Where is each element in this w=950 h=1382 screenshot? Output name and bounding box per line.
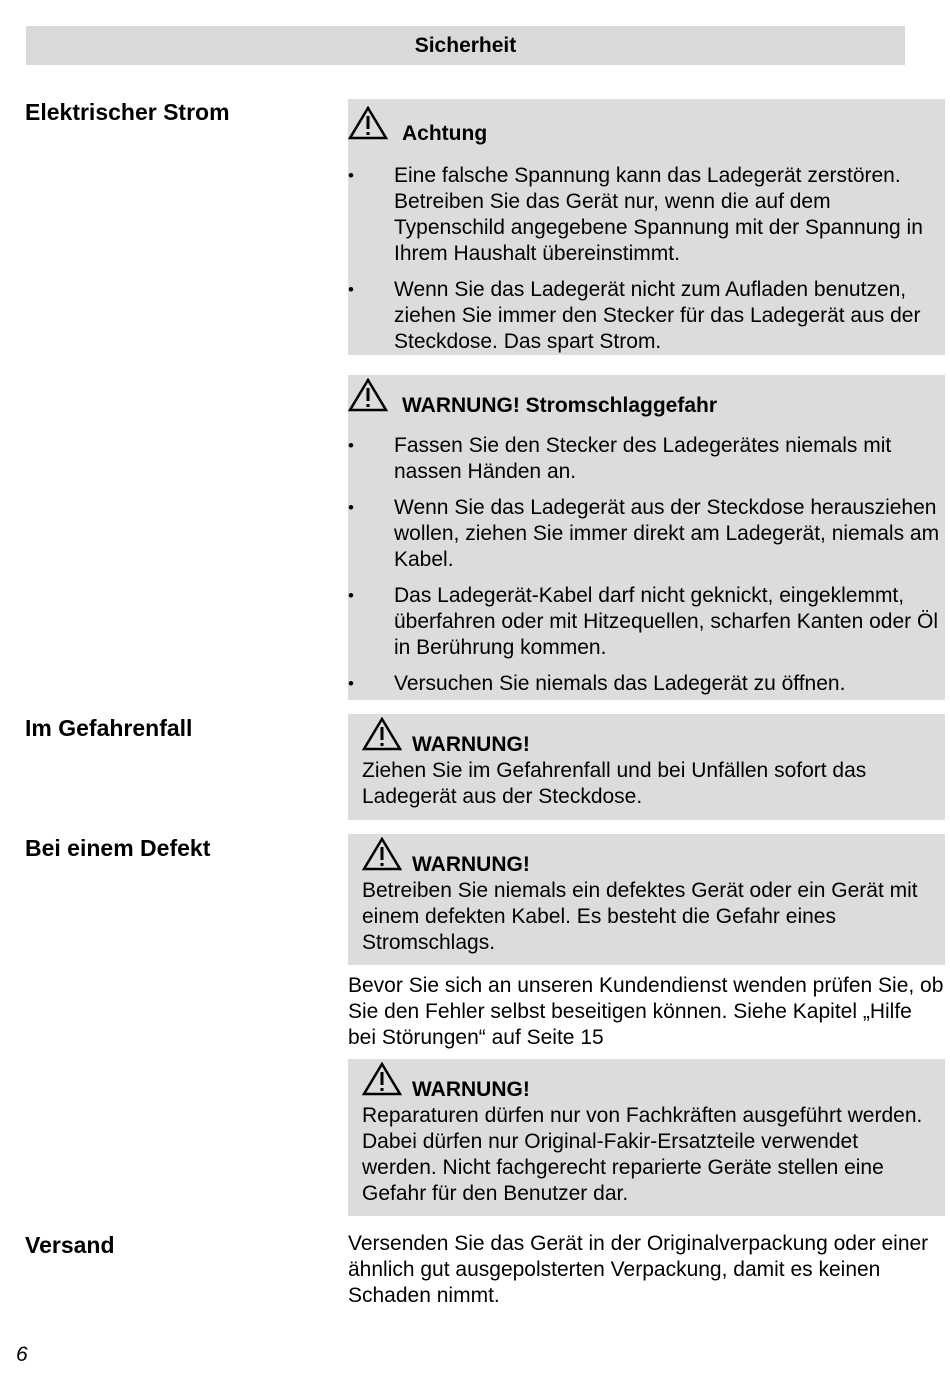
warning-triangle-icon (362, 717, 402, 758)
list-item: • Fassen Sie den Stecker des Ladegerätes niemals mit nassen Händen an. (348, 433, 941, 485)
defect-info-text: Bevor Sie sich an unseren Kundendienst wenden prüfen Sie, ob Sie den Fehler selbst beseitigen können. Siehe Kapitel „Hilfe bei Störungen“ auf Seite 15 (348, 974, 944, 1049)
warning-emergency-text: Ziehen Sie im Gefahrenfall und bei Unfällen sofort das Ladegerät aus der Steckdose. (362, 759, 867, 808)
warning-repair-text: Reparaturen dürfen nur von Fachkräften ausgeführt werden. Dabei dürfen nur Original-Fakir-Ersatzteile verwendet werden. Nicht fachgerecht reparierte Geräte stellen eine Gefahr für den Benutzer dar. (362, 1104, 923, 1205)
warning-electric-header (348, 381, 941, 419)
warning-defect-text: Betreiben Sie niemals ein defektes Gerät oder ein Gerät mit einem defekten Kabel. Es besteht die Gefahr eines Stromschlags. (362, 879, 918, 954)
section-header (26, 26, 905, 65)
caution-box (348, 99, 945, 355)
warning-repair-header (362, 1065, 935, 1103)
caution-list (348, 163, 941, 355)
warning-triangle-icon (362, 837, 402, 878)
list-item: • Versuchen Sie niemals das Ladegerät zu öffnen. (348, 671, 941, 697)
heading-versand: Versand (25, 1232, 115, 1258)
list-item: • Das Ladegerät-Kabel darf nicht geknickt, eingeklemmt, überfahren oder mit Hitzequellen, scharfen Kanten oder Öl in Berührung kommen. (348, 583, 941, 661)
heading-elektrischer-strom: Elektrischer Strom (25, 99, 230, 125)
warning-electric-list (348, 433, 941, 697)
warning-electric-box (348, 375, 945, 700)
warning-triangle-icon (348, 106, 388, 147)
heading-defekt: Bei einem Defekt (25, 835, 211, 861)
heading-gefahrenfall: Im Gefahrenfall (25, 715, 193, 741)
warning-defect-box (348, 834, 945, 965)
list-item: • Eine falsche Spannung kann das Ladegerät zerstören. Betreiben Sie das Gerät nur, wenn die auf dem Typenschild angegebene Spannung mit der Spannung in Ihrem Haushalt übereinstimmt. (348, 163, 941, 267)
section-title: Sicherheit (414, 33, 517, 57)
warning-emergency-header (362, 720, 935, 758)
caution-header (348, 107, 941, 147)
warning-repair-box (348, 1059, 945, 1216)
caution-title: Achtung (402, 122, 488, 145)
versand-text: Versenden Sie das Gerät in der Originalverpackung oder einer ähnlich gut ausgepolsterten Verpackung, damit es keinen Schaden nimmt. (348, 1232, 929, 1307)
warning-emergency-title: WARNUNG! (412, 733, 530, 756)
list-item: • Wenn Sie das Ladegerät aus der Steckdose herausziehen wollen, ziehen Sie immer direkt am Ladegerät, niemals am Kabel. (348, 495, 941, 573)
warning-defect-header (362, 840, 935, 878)
warning-defect-title: WARNUNG! (412, 853, 530, 876)
page-number: 6 (16, 1343, 28, 1366)
warning-repair-title: WARNUNG! (412, 1078, 530, 1101)
warning-triangle-icon (362, 1062, 402, 1103)
warning-triangle-icon (348, 378, 388, 419)
warning-emergency-box (348, 714, 945, 820)
list-item: • Wenn Sie das Ladegerät nicht zum Aufladen benutzen, ziehen Sie immer den Stecker für das Ladegerät aus der Steckdose. Das spart Strom. (348, 277, 941, 355)
warning-electric-title: WARNUNG! Stromschlaggefahr (402, 394, 718, 417)
